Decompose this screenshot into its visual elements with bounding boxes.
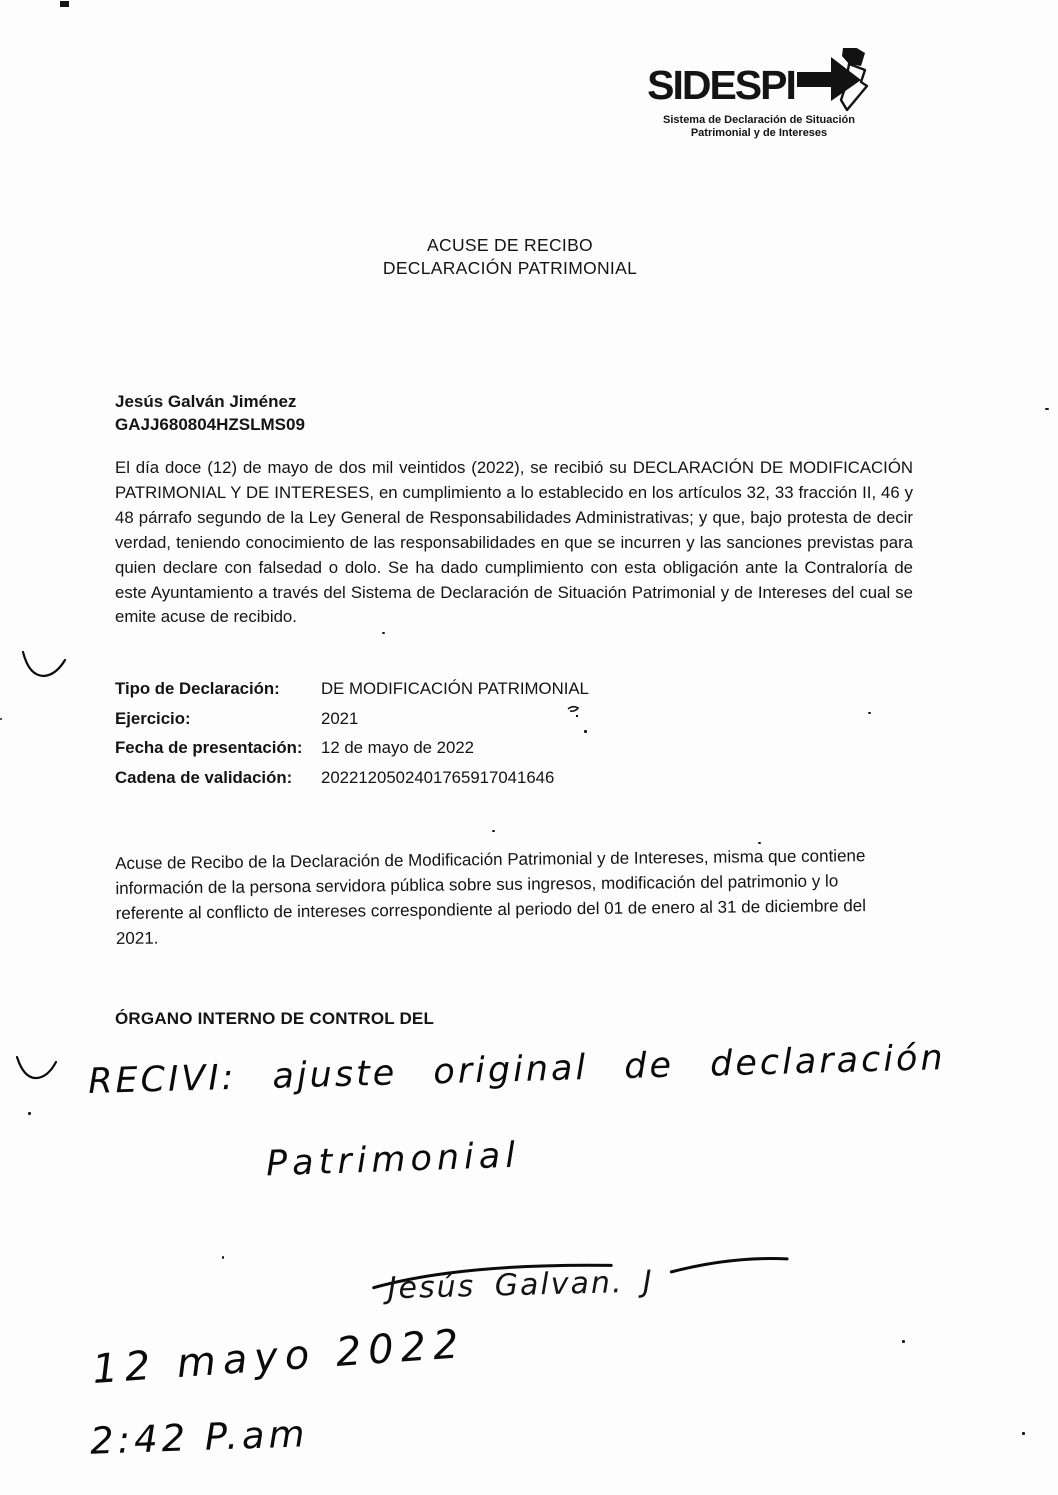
handwritten-signature: Jesús Galvan. J [387,1264,655,1307]
handwritten-time: 2:42 P.am [89,1412,310,1463]
field-row-cadena [115,768,589,798]
field-value: 12 de mayo de 2022 [321,738,475,757]
scan-speck [758,842,761,844]
field-value: 2021 [321,708,359,728]
title-line1: ACUSE DE RECIBO [427,235,593,255]
scan-speck [222,1256,224,1259]
scan-speck [584,730,587,733]
scan-speck [902,1340,905,1343]
sidespi-logo [640,56,878,140]
field-value: DE MODIFICACIÓN PATRIMONIAL [321,679,589,698]
scan-speck [382,632,385,634]
scan-speck [28,1112,31,1115]
field-row-fecha [115,738,589,768]
logo-brand-text: SIDESPI [647,61,795,108]
title-line2: DECLARACIÓN PATRIMONIAL [382,258,638,278]
arrow-map-icon [797,48,871,114]
body-paragraph: El día doce (12) de mayo de dos mil veintidos (2022), se recibió su DECLARACIÓN DE MODIFICACIÓN PATRIMONIAL Y DE INTERESES, en cumplimiento a lo establecido en los artículos 32, 33 fracción II, 46 y 48 párrafo segundo de la Ley General de Responsabilidades Administrativas; y que, bajo protesta de decir verdad, teniendo conocimiento de las responsabilidades en que se incurren y las sanciones previstas para quien declare con falsedad o dolo. Se ha dado cumplimiento con esta obligación ante la Contraloría de este Ayuntamiento a través del Sistema de Declaración de Situación Patrimonial y de Intereses del cual se emite acuse de recibido. [115,458,913,627]
field-label: Cadena de validación: [115,767,293,787]
pen-curve-mark-2 [14,1052,60,1084]
field-label: Ejercicio: [115,708,191,728]
field-row-tipo [115,679,589,709]
handwritten-note-line1: RECIVI: ajuste original de declaración [87,1038,947,1102]
pen-curve-mark-1 [20,648,68,682]
handwritten-note-line2: Patrimonial [265,1135,521,1185]
field-row-ejercicio [115,709,589,739]
field-label: Tipo de Declaración: [115,679,280,698]
tiny-squiggle-mark [566,704,582,718]
scan-speck [1022,1432,1025,1435]
handwritten-date: 12 mayo 2022 [90,1321,467,1393]
declarant-curp: GAJJ680804HZSLMS09 [115,415,305,434]
logo-tagline-line1: Sistema de Declaración de Situación [663,114,855,126]
field-value: 2022120502401765917041646 [321,767,555,787]
declarant-block [115,390,305,436]
ink-blob [60,1,69,7]
field-label: Fecha de presentación: [115,738,303,757]
page-title [355,234,665,280]
logo-row [640,56,878,114]
scan-speck [868,712,871,714]
scan-speck [0,718,2,720]
scan-speck [1045,408,1049,410]
logo-tagline-line2: Patrimonial y de Intereses [690,127,828,139]
issuer-heading: ÓRGANO INTERNO DE CONTROL DEL [115,1009,435,1028]
summary-paragraph: Acuse de Recibo de la Declaración de Modificación Patrimonial y de Intereses, misma que contiene información de la persona servidora pública sobre sus ingresos, modificación del patrimonio y lo referente al conflicto de intereses correspondiente al periodo del 01 de enero al 31 de diciembre del 2021. [115,846,867,948]
declarant-name: Jesús Galván Jiménez [115,392,297,411]
scan-speck [492,830,495,832]
declaration-fields [115,679,589,797]
